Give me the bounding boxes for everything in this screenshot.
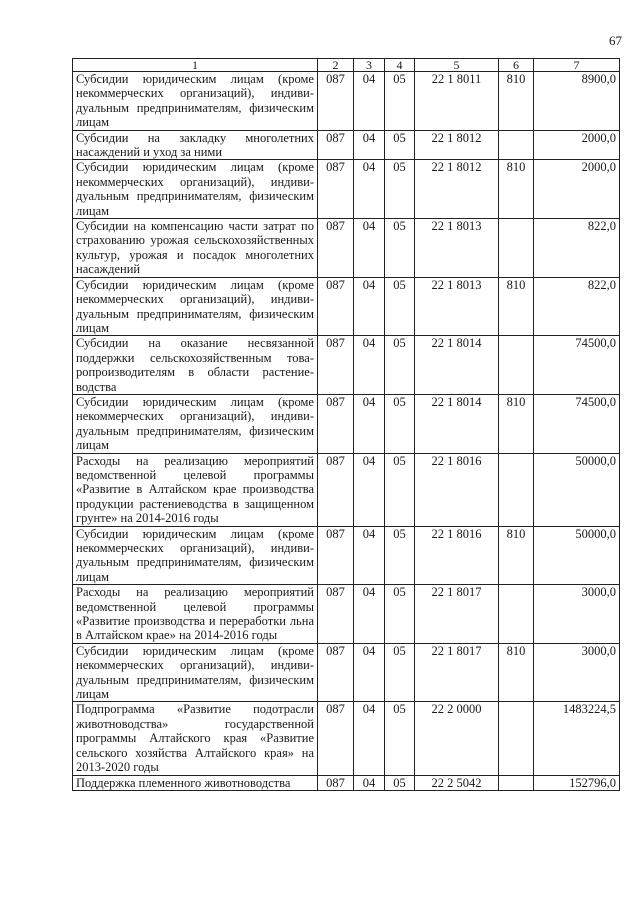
row-code-expense-type — [499, 775, 534, 790]
column-header-4: 4 — [385, 59, 415, 72]
row-amount: 50000,0 — [534, 526, 620, 585]
row-amount: 3000,0 — [534, 585, 620, 644]
row-code-target: 22 1 8014 — [415, 394, 499, 453]
row-code-ministry: 087 — [318, 72, 354, 131]
row-code-section: 04 — [354, 585, 385, 644]
row-code-ministry: 087 — [318, 643, 354, 702]
row-code-target: 22 1 8017 — [415, 585, 499, 644]
column-header-5: 5 — [415, 59, 499, 72]
column-header-6: 6 — [499, 59, 534, 72]
row-code-subsection: 05 — [385, 277, 415, 336]
row-amount: 74500,0 — [534, 336, 620, 395]
table-row — [73, 775, 620, 790]
row-code-expense-type — [499, 219, 534, 278]
row-code-subsection: 05 — [385, 219, 415, 278]
row-code-ministry: 087 — [318, 336, 354, 395]
row-code-ministry: 087 — [318, 453, 354, 526]
row-code-subsection: 05 — [385, 453, 415, 526]
row-code-section: 04 — [354, 219, 385, 278]
row-code-ministry: 087 — [318, 702, 354, 775]
row-code-section: 04 — [354, 453, 385, 526]
row-code-section: 04 — [354, 72, 385, 131]
row-code-section: 04 — [354, 336, 385, 395]
row-code-target: 22 1 8016 — [415, 453, 499, 526]
row-code-target: 22 2 0000 — [415, 702, 499, 775]
row-code-target: 22 1 8013 — [415, 277, 499, 336]
row-name: Субсидии юридическим лицам (кроме некоммерческих организаций), индивидуальным предпринимателям, физическим лицам — [73, 160, 318, 219]
row-code-subsection: 05 — [385, 526, 415, 585]
row-amount: 8900,0 — [534, 72, 620, 131]
row-code-target: 22 1 8012 — [415, 130, 499, 160]
row-amount: 1483224,5 — [534, 702, 620, 775]
row-code-section: 04 — [354, 643, 385, 702]
row-code-expense-type — [499, 336, 534, 395]
row-name: Субсидии на оказание несвязанной поддержки сельскохозяйственным товаропроизводителям в области растениеводства — [73, 336, 318, 395]
row-name: Субсидии на закладку многолетних насаждений и уход за ними — [73, 130, 318, 160]
row-code-section: 04 — [354, 394, 385, 453]
row-code-section: 04 — [354, 775, 385, 790]
row-code-expense-type — [499, 453, 534, 526]
row-amount: 2000,0 — [534, 160, 620, 219]
row-code-section: 04 — [354, 160, 385, 219]
row-code-section: 04 — [354, 702, 385, 775]
row-code-target: 22 1 8012 — [415, 160, 499, 219]
row-code-ministry: 087 — [318, 130, 354, 160]
column-header-7: 7 — [534, 59, 620, 72]
row-code-subsection: 05 — [385, 394, 415, 453]
row-code-expense-type — [499, 585, 534, 644]
row-name: Субсидии юридическим лицам (кроме некоммерческих организаций), индивидуальным предпринимателям, физическим лицам — [73, 72, 318, 131]
row-code-subsection: 05 — [385, 72, 415, 131]
row-name: Субсидии юридическим лицам (кроме некоммерческих организаций), индивидуальным предпринимателям, физическим лицам — [73, 277, 318, 336]
table-row — [73, 336, 620, 395]
row-code-expense-type — [499, 702, 534, 775]
row-name: Расходы на реализацию мероприятий ведомственной целевой программы «Развитие производства и переработки льна в Алтайском крае» на 2014-2016 годы — [73, 585, 318, 644]
row-code-expense-type: 810 — [499, 643, 534, 702]
row-name: Субсидии юридическим лицам (кроме некоммерческих организаций), индивидуальным предпринимателям, физическим лицам — [73, 526, 318, 585]
row-amount: 152796,0 — [534, 775, 620, 790]
row-code-target: 22 1 8017 — [415, 643, 499, 702]
row-amount: 74500,0 — [534, 394, 620, 453]
row-code-target: 22 1 8013 — [415, 219, 499, 278]
table-row — [73, 585, 620, 644]
row-code-expense-type: 810 — [499, 72, 534, 131]
row-code-expense-type — [499, 130, 534, 160]
row-code-subsection: 05 — [385, 336, 415, 395]
row-amount: 822,0 — [534, 219, 620, 278]
table-row — [73, 130, 620, 160]
table-row — [73, 72, 620, 131]
row-code-expense-type: 810 — [499, 526, 534, 585]
row-code-subsection: 05 — [385, 160, 415, 219]
row-name: Субсидии на компенсацию части затрат по страхованию урожая сельскохозяйственных культур, урожая и посадок многолетних насаждений — [73, 219, 318, 278]
row-name: Поддержка племенного животноводства — [73, 775, 318, 790]
row-code-subsection: 05 — [385, 585, 415, 644]
row-name: Расходы на реализацию мероприятий ведомственной целевой программы «Развитие в Алтайском крае производства продукции растениеводства в защищенном грунте» на 2014-2016 годы — [73, 453, 318, 526]
table-row — [73, 219, 620, 278]
row-code-subsection: 05 — [385, 775, 415, 790]
row-code-ministry: 087 — [318, 277, 354, 336]
row-code-ministry: 087 — [318, 160, 354, 219]
table-row — [73, 277, 620, 336]
row-code-target: 22 2 5042 — [415, 775, 499, 790]
row-code-subsection: 05 — [385, 702, 415, 775]
row-amount: 3000,0 — [534, 643, 620, 702]
row-code-section: 04 — [354, 277, 385, 336]
row-code-ministry: 087 — [318, 585, 354, 644]
row-code-subsection: 05 — [385, 643, 415, 702]
table-row — [73, 643, 620, 702]
row-code-section: 04 — [354, 130, 385, 160]
table-row — [73, 526, 620, 585]
row-code-ministry: 087 — [318, 775, 354, 790]
table-row — [73, 160, 620, 219]
table-header-row — [73, 59, 620, 72]
row-code-target: 22 1 8014 — [415, 336, 499, 395]
row-name: Субсидии юридическим лицам (кроме некоммерческих организаций), индивидуальным предпринимателям, физическим лицам — [73, 643, 318, 702]
row-amount: 50000,0 — [534, 453, 620, 526]
row-amount: 822,0 — [534, 277, 620, 336]
row-code-expense-type: 810 — [499, 160, 534, 219]
column-header-3: 3 — [354, 59, 385, 72]
table-row — [73, 453, 620, 526]
column-header-2: 2 — [318, 59, 354, 72]
row-amount: 2000,0 — [534, 130, 620, 160]
table-row — [73, 702, 620, 775]
row-code-ministry: 087 — [318, 219, 354, 278]
row-code-subsection: 05 — [385, 130, 415, 160]
page-number: 67 — [609, 33, 622, 48]
row-code-expense-type: 810 — [499, 394, 534, 453]
row-code-ministry: 087 — [318, 526, 354, 585]
row-code-target: 22 1 8011 — [415, 72, 499, 131]
table-row — [73, 394, 620, 453]
row-name: Субсидии юридическим лицам (кроме некоммерческих организаций), индивидуальным предпринимателям, физическим лицам — [73, 394, 318, 453]
row-code-expense-type: 810 — [499, 277, 534, 336]
row-code-target: 22 1 8016 — [415, 526, 499, 585]
row-name: Подпрограмма «Развитие подотрасли животноводства» государственной программы Алтайского края «Развитие сельского хозяйства Алтайского края» на 2013-2020 годы — [73, 702, 318, 775]
budget-table — [72, 58, 620, 791]
row-code-section: 04 — [354, 526, 385, 585]
column-header-1: 1 — [73, 59, 318, 72]
row-code-ministry: 087 — [318, 394, 354, 453]
